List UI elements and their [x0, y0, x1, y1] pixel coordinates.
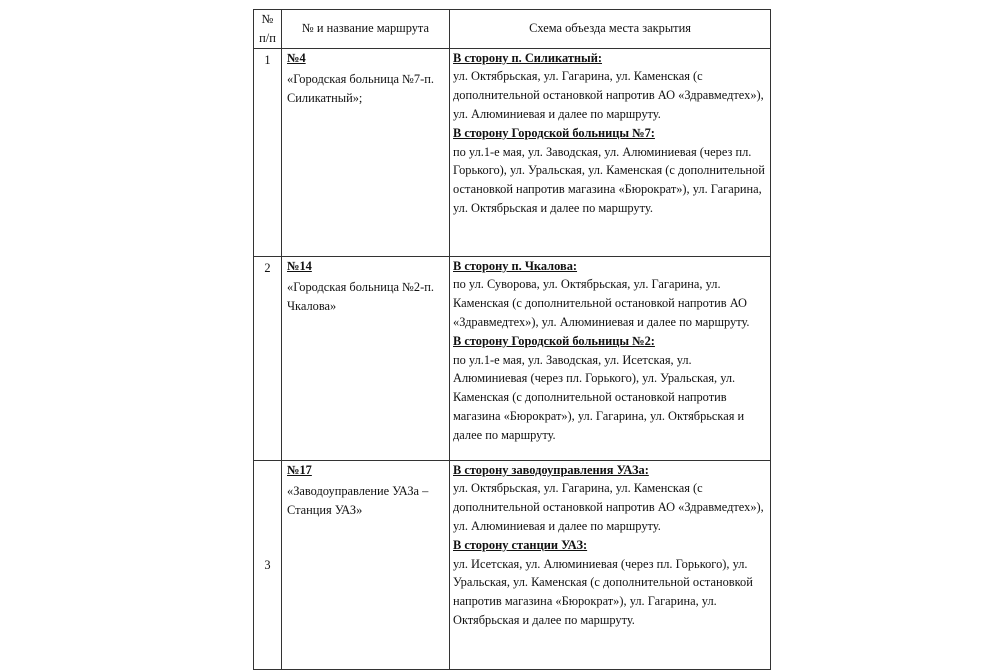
table-row: [254, 460, 771, 669]
direction-text: по ул.1-е мая, ул. Заводская, ул. Алюминиевая (через пл. Горького), ул. Уральская, ул. Каменская (с дополнительной остановкой напротив магазина «Бюрократ»), ул. Гагарина, ул. Октябрьская и далее по маршруту.: [453, 144, 765, 215]
detour-scheme: [450, 256, 771, 460]
direction-title: В сторону станции УАЗ:: [453, 537, 588, 552]
route-name: «Заводоуправление УАЗа – Станция УАЗ»: [287, 484, 429, 518]
header-route: № и название маршрута: [282, 10, 450, 49]
direction-title: В сторону заводоуправления УАЗа:: [453, 462, 649, 477]
header-scheme: Схема объезда места закрытия: [450, 10, 771, 49]
detour-scheme: [450, 460, 771, 669]
header-num: № п/п: [254, 10, 282, 49]
table-row: [254, 256, 771, 460]
route-cell: [282, 256, 450, 460]
table-row: [254, 48, 771, 256]
route-cell: [282, 48, 450, 256]
direction-title: В сторону Городской больницы №2:: [453, 333, 655, 348]
route-number: №4: [287, 50, 306, 65]
row-number: 2: [254, 256, 282, 460]
direction-text: ул. Исетская, ул. Алюминиевая (через пл. Горького), ул. Уральская, ул. Каменская (с дополнительной остановкой напротив магазина «Бюрократ»), ул. Гагарина, ул. Октябрьская и далее по маршруту.: [453, 556, 753, 627]
route-number: №17: [287, 462, 312, 477]
route-cell: [282, 460, 450, 669]
direction-title: В сторону п. Чкалова:: [453, 258, 578, 273]
table-header-row: [254, 10, 771, 49]
direction-text: по ул.1-е мая, ул. Заводская, ул. Исетская, ул. Алюминиевая (через пл. Горького), ул. Уральская, ул. Каменская (с дополнительной остановкой напротив магазина «Бюрократ»), ул. Гагарина, ул. Октябрьская и далее по маршруту.: [453, 352, 745, 442]
route-number: №14: [287, 258, 312, 273]
direction-title: В сторону п. Силикатный:: [453, 50, 603, 65]
routes-table: [253, 9, 771, 670]
route-name: «Городская больница №7-п. Силикатный»;: [287, 72, 434, 106]
row-number: 1: [254, 48, 282, 256]
row-number: 3: [254, 460, 282, 669]
direction-text: ул. Октябрьская, ул. Гагарина, ул. Каменская (с дополнительной остановкой напротив АО «Здравмедтех»), ул. Алюминиевая и далее по маршруту.: [453, 69, 764, 121]
detour-scheme: [450, 48, 771, 256]
direction-title: В сторону Городской больницы №7:: [453, 125, 655, 140]
direction-text: ул. Октябрьская, ул. Гагарина, ул. Каменская (с дополнительной остановкой напротив АО «Здравмедтех»), ул. Алюминиевая и далее по маршруту.: [453, 481, 764, 533]
direction-text: по ул. Суворова, ул. Октябрьская, ул. Гагарина, ул. Каменская (с дополнительной остановкой напротив АО «Здравмедтех»), ул. Алюминиевая и далее по маршруту.: [453, 277, 750, 329]
route-name: «Городская больница №2-п. Чкалова»: [287, 280, 434, 314]
